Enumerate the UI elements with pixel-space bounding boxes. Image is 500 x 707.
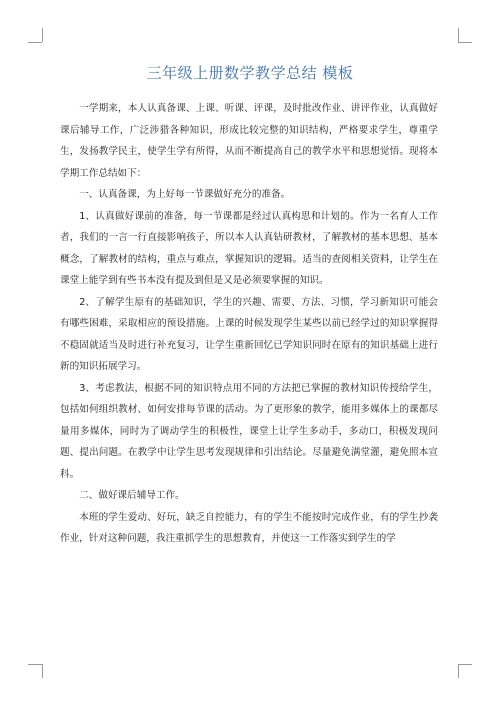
document-title: 三年级上册数学教学总结 模板 [146,64,354,82]
paragraph-heading-2: 二、做好课后辅导工作。 [79,490,185,501]
paragraph-point-3: 3、考虑教法，根据不同的知识特点用不同的方法把已掌握的教材知识传授给学生，包括如何组织教材、如何安排每节课的活动。为了更形象的教学，能用多媒体上的课都尽量用多媒体，同时为了调动学生的积极性，课堂上让学生多动手，多动口，积极发现问题、提出问题。在教学中让学生思考发现规律和引出结论。尽量避免满堂灌，避免照本宣科。 [60,382,438,480]
crop-mark-top-left-v [42,28,43,42]
paragraph-intro: 一学期来，本人认真备课、上课、听课、评课，及时批改作业、讲评作业，认真做好课后辅导工作，广泛涉猎各种知识，形成比较完整的知识结构，严格要求学生，尊重学生，发扬教学民主，使学生学有所得，从而不断提高自己的教学水平和思想觉悟。现将本学期工作总结如下： [60,103,438,179]
crop-mark-top-left-h [28,42,42,43]
paragraph-class-note: 本班的学生爱动、好玩，缺乏自控能力，有的学生不能按时完成作业，有的学生抄袭作业，针对这种问题，我注重抓学生的思想教育，并使这一工作落实到学生的学 [60,511,438,544]
paragraph-point-1: 1、认真做好课前的准备，每一节课都是经过认真构思和计划的。作为一名育人工作者，我们的一言一行直接影响孩子，所以本人认真钻研教材，了解教材的基本思想、基本概念，了解教材的结构，重点与难点，掌握知识的逻辑。适当的查阅相关资料，让学生在课堂上能学到有些书本没有提及到但是又是必须要掌握的知识。 [60,210,438,286]
crop-mark-top-right-v [458,28,459,42]
crop-mark-bottom-left-h [28,664,42,665]
crop-mark-top-right-h [458,42,472,43]
paragraph-point-2: 2、了解学生原有的基础知识，学生的兴趣、需要、方法、习惯，学习新知识可能会有哪些困难，采取相应的预设措施。上课的时候发现学生某些以前已经学过的知识掌握得不稳固就适当及时进行补充复习，让学生重新回忆已学知识同时在原有的知识基础上进行新的知识拓展学习。 [60,296,438,372]
crop-mark-bottom-right-h [458,664,472,665]
paragraph-heading-1: 一、认真备课，为上好每一节课做好充分的准备。 [79,189,291,200]
crop-mark-bottom-left-v [42,664,43,678]
crop-mark-bottom-right-v [458,664,459,678]
document-body [60,98,438,550]
